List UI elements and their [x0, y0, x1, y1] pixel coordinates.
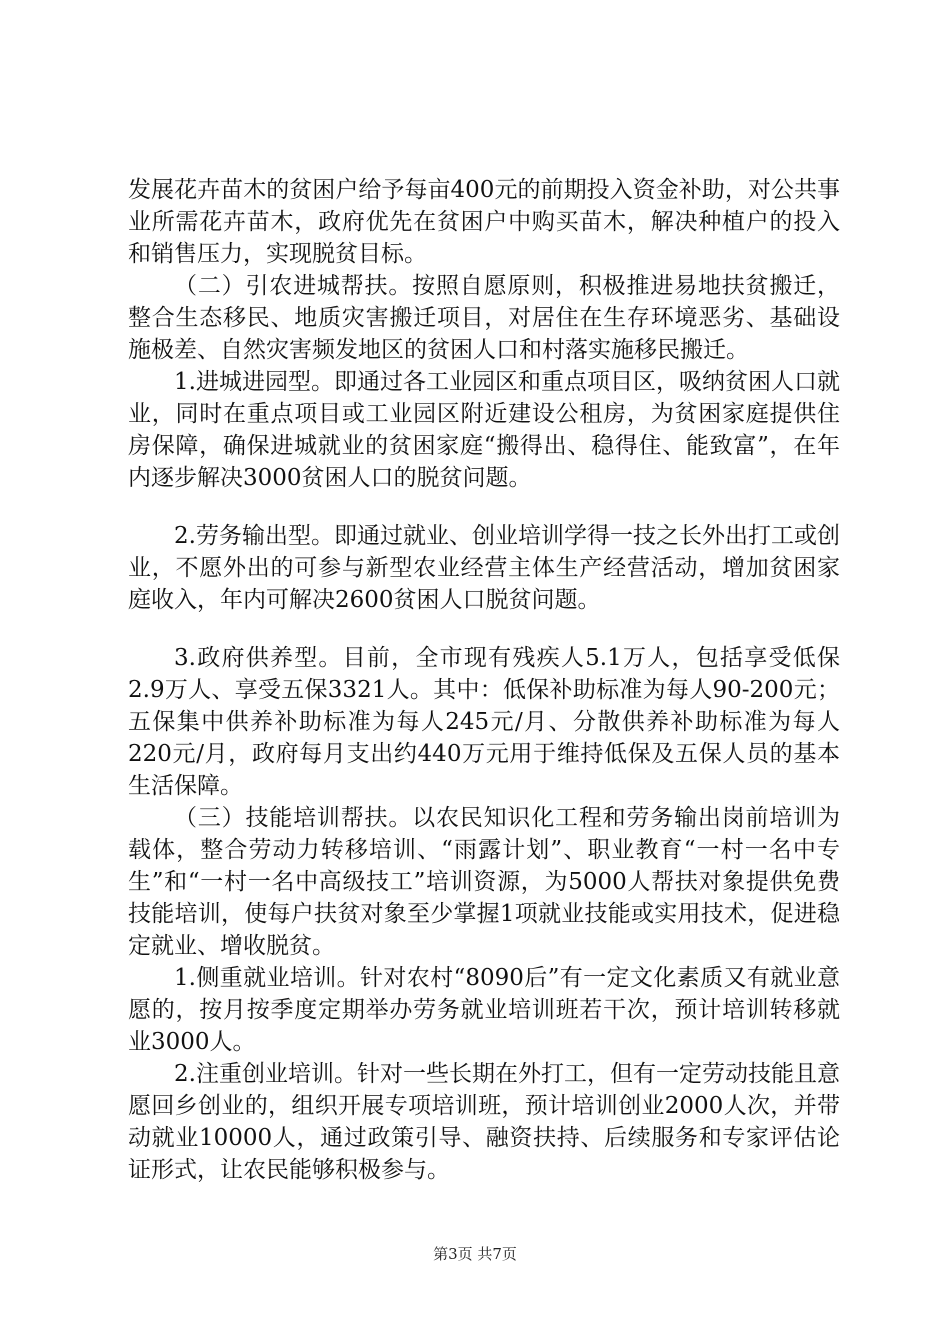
paragraph-item-2: 2.劳务输出型。即通过就业、创业培训学得一技之长外出打工或创业，不愿外出的可参与新型农业经营主体生产经营活动，增加贫困家庭收入，年内可解决2600贫困人口脱贫问题。 [128, 523, 840, 613]
paragraph-section-3: （三）技能培训帮扶。以农民知识化工程和劳务输出岗前培训为载体，整合劳动力转移培训、“雨露计划”、职业教育“一村一名中专生”和“一村一名中高级技工”培训资源，为5000人帮扶对象提供免费技能培训，使每户扶贫对象至少掌握1项就业技能或实用技术，促进稳定就业、增收脱贫。 [128, 805, 840, 959]
paragraph-training-1: 1.侧重就业培训。针对农村“8090后”有一定文化素质又有就业意愿的，按月按季度定期举办劳务就业培训班若干次，预计培训转移就业3000人。 [128, 965, 840, 1055]
paragraph-item-1: 1.进城进园型。即通过各工业园区和重点项目区，吸纳贫困人口就业，同时在重点项目或工业园区附近建设公租房，为贫困家庭提供住房保障，确保进城就业的贫困家庭“搬得出、稳得住、能致富”，在年内逐步解决3000贫困人口的脱贫问题。 [128, 369, 840, 491]
paragraph-continuation: 发展花卉苗木的贫困户给予每亩400元的前期投入资金补助，对公共事业所需花卉苗木，政府优先在贫困户中购买苗木，解决种植户的投入和销售压力，实现脱贫目标。 [128, 177, 840, 267]
paragraph-section-2: （二）引农进城帮扶。按照自愿原则，积极推进易地扶贫搬迁，整合生态移民、地质灾害搬迁项目，对居住在生存环境恶劣、基础设施极差、自然灾害频发地区的贫困人口和村落实施移民搬迁。 [128, 273, 840, 363]
page-number-footer: 第3页 共7页 [433, 1245, 517, 1263]
paragraph-item-3: 3.政府供养型。目前，全市现有残疾人5.1万人，包括享受低保2.9万人、享受五保3321人。其中：低保补助标准为每人90-200元；五保集中供养补助标准为每人245元/月、分散供养补助标准为每人220元/月，政府每月支出约440万元用于维持低保及五保人员的基本生活保障。 [128, 645, 840, 799]
body-text [128, 174, 840, 1186]
paragraph-training-2: 2.注重创业培训。针对一些长期在外打工，但有一定劳动技能且意愿回乡创业的，组织开展专项培训班，预计培训创业2000人次，并带动就业10000人，通过政策引导、融资扶持、后续服务和专家评估论证形式，让农民能够积极参与。 [128, 1061, 840, 1183]
